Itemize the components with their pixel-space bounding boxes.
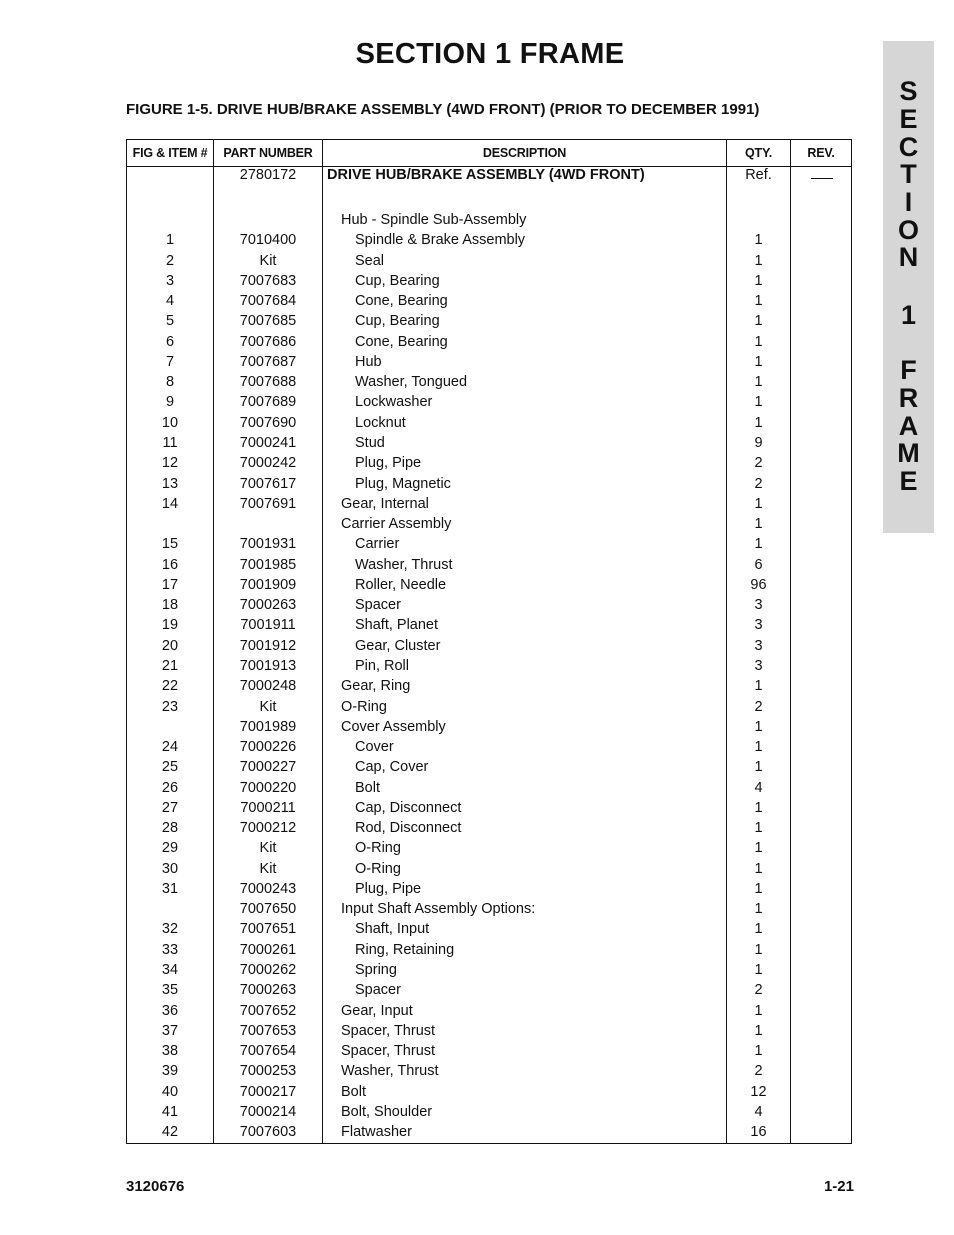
fig-item-cell: 8 [165,374,175,391]
description-cell: O-Ring [355,860,401,877]
table-row [127,980,851,1000]
header-qty: QTY. [745,146,772,160]
fig-item-cell: 17 [161,576,179,593]
qty-cell: 1 [754,333,763,350]
qty-cell: 1 [754,921,763,938]
fig-item-cell: 40 [161,1083,179,1100]
qty-cell: 2 [754,475,763,492]
description-cell: Hub - Spindle Sub-Assembly [341,212,527,228]
part-number-cell: 7000253 [239,1063,297,1080]
part-number-cell: 7000214 [239,1103,297,1120]
table-row [127,1041,851,1061]
table-row [127,838,851,858]
header-rev: REV. [807,146,835,160]
fig-item-cell: 20 [161,637,179,654]
qty-cell: 3 [754,617,763,634]
part-number-cell: 7007652 [239,1002,297,1019]
description-cell: Cup, Bearing [355,313,440,330]
fig-item-cell: 30 [161,860,179,877]
part-number-cell: 7007617 [239,475,297,492]
header-part-number: PART NUMBER [223,146,313,160]
qty-cell: 1 [754,1022,763,1039]
part-number-cell: 7000243 [239,880,297,897]
part-number-cell: 7007650 [239,901,297,918]
qty-cell: 1 [754,414,763,431]
table-row [127,271,851,291]
side-tab-letter: S [899,76,918,106]
qty-cell: 1 [754,1043,763,1060]
fig-item-cell: 29 [161,840,179,857]
part-number-cell: 7000263 [239,982,297,999]
qty-cell: 96 [750,576,767,593]
description-cell: Bolt, Shoulder [341,1103,433,1120]
description-cell: Lockwasher [355,394,433,411]
qty-cell: 1 [754,353,763,370]
fig-item-cell: 25 [161,759,179,776]
part-number-cell: 7000227 [239,759,297,776]
qty-cell: 4 [754,1103,763,1120]
table-row [127,778,851,798]
part-number-cell: 7007654 [239,1043,297,1060]
fig-item-cell: 1 [165,232,175,249]
fig-item-cell: 19 [161,617,179,634]
description-cell: Cover Assembly [341,718,446,735]
table-row [127,332,851,352]
fig-item-cell: 9 [165,394,175,411]
part-number-cell: 7007691 [239,495,297,512]
table-row [127,615,851,635]
table-row [127,291,851,311]
table-row [127,1102,851,1122]
table-row [127,697,851,717]
part-number-cell: 7001909 [239,576,297,593]
part-number-cell: 7007653 [239,1022,297,1039]
qty-cell: 3 [754,637,763,654]
description-cell: Seal [355,252,385,269]
table-row [127,453,851,473]
part-number-cell: 7007684 [239,293,297,310]
table-row [127,656,851,676]
description-cell: Cover [355,739,394,755]
description-cell: O-Ring [355,840,401,857]
part-number-cell: 7001911 [240,617,296,634]
qty-cell: 2 [754,1063,763,1080]
part-number-cell: 7007686 [239,333,297,350]
part-number-cell: 7007688 [239,374,297,391]
description-cell: Ring, Retaining [355,941,455,958]
table-row [127,1001,851,1021]
part-number-cell: 7001931 [239,536,297,553]
description-cell: Shaft, Planet [355,617,439,634]
qty-cell: Ref. [745,167,772,183]
fig-item-cell: 2 [165,252,175,269]
description-cell: Spacer, Thrust [341,1043,436,1060]
part-number-cell: 7000226 [239,739,297,755]
qty-cell: 3 [754,657,763,674]
fig-item-cell: 13 [161,475,179,492]
qty-cell: 2 [754,698,763,715]
header-fig-item: FIG & ITEM # [132,146,208,160]
part-number-cell: 7001985 [239,556,297,573]
fig-item-cell: 16 [161,556,179,573]
part-number-cell: 7000211 [240,799,296,816]
fig-item-cell: 28 [161,820,179,837]
description-cell: Gear, Input [341,1002,413,1019]
table-row [127,372,851,392]
qty-cell: 4 [754,779,763,796]
description-cell: Washer, Tongued [355,374,468,391]
part-number-cell: 7000217 [239,1083,297,1100]
qty-cell: 1 [754,293,763,310]
description-cell: Locknut [355,414,406,431]
side-tab-letter: A [898,411,919,441]
qty-cell: 1 [754,820,763,837]
qty-cell: 1 [754,739,763,755]
description-cell: Spindle & Brake Assembly [355,232,526,249]
description-cell: Bolt [355,779,380,796]
table-row [127,165,851,185]
side-tab-letter: N [898,242,919,272]
description-cell: Shaft, Input [355,921,430,938]
fig-item-cell: 21 [161,657,179,674]
fig-item-cell: 5 [165,313,175,330]
table-row [127,575,851,595]
fig-item-cell: 3 [165,272,175,289]
table-row [127,230,851,250]
part-number-cell: 7001913 [239,657,297,674]
fig-item-cell: 6 [165,333,175,350]
description-cell: Gear, Internal [341,495,429,512]
section-side-tab [883,41,934,533]
side-tab-letter: 1 [900,300,917,330]
description-cell: Carrier Assembly [341,516,452,533]
part-number-cell: 7001912 [239,637,297,654]
description-cell: DRIVE HUB/BRAKE ASSEMBLY (4WD FRONT) [327,167,645,183]
part-number-cell: Kit [259,840,277,857]
description-cell: Bolt [341,1083,366,1100]
part-number-cell: 7010400 [239,232,297,249]
qty-cell: 1 [754,962,763,978]
side-tab-letter: E [899,104,918,134]
part-number-cell: 7007687 [239,353,297,370]
table-row [127,352,851,372]
table-row [127,1082,851,1102]
table-row [127,798,851,818]
side-tab-letter: M [897,438,920,468]
page-number: 1-21 [823,1178,854,1195]
table-row [127,1061,851,1081]
qty-cell: 3 [754,597,763,614]
qty-cell: 1 [754,901,763,918]
fig-item-cell: 7 [165,353,175,370]
qty-cell: 2 [754,455,763,472]
fig-item-cell: 22 [161,678,179,695]
table-row [127,757,851,777]
table-row [127,636,851,656]
document-number: 3120676 [126,1178,185,1195]
fig-item-cell: 39 [161,1063,179,1080]
fig-item-cell: 15 [161,536,179,553]
part-number-cell: 7000242 [239,455,297,472]
table-row [127,311,851,331]
fig-item-cell: 34 [161,962,179,978]
fig-item-cell: 42 [161,1124,179,1141]
qty-cell: 1 [754,718,763,735]
description-cell: Spacer [355,982,401,999]
part-number-cell: 7007690 [239,414,297,431]
table-row [127,940,851,960]
table-row [127,433,851,453]
fig-item-cell: 23 [161,698,179,715]
qty-cell: 1 [754,759,763,776]
qty-cell: 1 [754,840,763,857]
fig-item-cell: 14 [161,495,179,512]
table-row [127,1021,851,1041]
fig-item-cell: 10 [161,414,179,431]
table-row [127,899,851,919]
description-cell: Cone, Bearing [355,333,448,350]
description-cell: O-Ring [341,698,387,715]
qty-cell: 1 [754,536,763,553]
description-cell: Plug, Pipe [355,455,422,472]
description-cell: Spacer [355,597,401,614]
description-cell: Spacer, Thrust [341,1022,436,1039]
description-cell: Carrier [355,536,400,553]
description-cell: Flatwasher [341,1124,412,1141]
side-tab-letter: T [900,159,917,189]
qty-cell: 9 [754,435,763,451]
description-cell: Washer, Thrust [355,556,453,573]
qty-cell: 1 [754,941,763,958]
description-cell: Cup, Bearing [355,272,440,289]
description-cell: Pin, Roll [355,657,409,674]
description-cell: Plug, Pipe [355,880,422,897]
qty-cell: 1 [754,313,763,330]
qty-cell: 1 [754,860,763,877]
description-cell: Gear, Cluster [355,637,441,654]
qty-cell: 1 [754,495,763,512]
fig-item-cell: 36 [161,1002,179,1019]
fig-item-cell: 35 [161,982,179,999]
fig-item-cell: 4 [165,293,175,310]
description-cell: Cap, Cover [355,759,429,776]
fig-item-cell: 12 [161,455,179,472]
description-cell: Gear, Ring [341,678,411,695]
table-row [127,251,851,271]
fig-item-cell: 38 [161,1043,179,1060]
part-number-cell: 7000263 [239,597,297,614]
description-cell: Cap, Disconnect [355,799,462,816]
side-tab-letter: R [898,383,919,413]
table-row [127,818,851,838]
table-row [127,960,851,980]
description-cell: Input Shaft Assembly Options: [341,901,536,918]
fig-item-cell: 31 [161,880,179,897]
table-row [127,494,851,514]
section-title: SECTION 1 FRAME [355,38,625,70]
table-row [127,919,851,939]
table-row [127,595,851,615]
table-row [127,413,851,433]
fig-item-cell: 33 [161,941,179,958]
part-number-cell: 2780172 [239,167,297,183]
parts-table [126,139,852,1144]
description-cell: Spring [355,962,397,978]
fig-item-cell: 26 [161,779,179,796]
part-number-cell: 7000241 [239,435,297,451]
description-cell: Roller, Needle [355,576,447,593]
side-tab-letter: F [900,355,917,385]
qty-cell: 2 [754,982,763,999]
qty-cell: 1 [754,232,763,249]
table-row [127,474,851,494]
part-number-cell: 7007651 [239,921,297,938]
qty-cell: 1 [754,880,763,897]
qty-cell: 1 [754,272,763,289]
fig-item-cell: 27 [161,799,179,816]
table-row [127,392,851,412]
qty-cell: 12 [750,1083,767,1100]
side-tab-letter: I [904,187,913,217]
description-cell: Hub [355,353,382,370]
fig-item-cell: 24 [161,739,179,755]
qty-cell: 1 [754,678,763,695]
part-number-cell: 7000220 [239,779,297,796]
qty-cell: 1 [754,799,763,816]
table-row [127,555,851,575]
part-number-cell: 7000261 [239,941,297,958]
figure-title: FIGURE 1-5. DRIVE HUB/BRAKE ASSEMBLY (4WD FRONT) (PRIOR TO DECEMBER 1991) [126,101,760,118]
header-description: DESCRIPTION [482,146,567,160]
side-tab-letter: O [897,215,919,245]
qty-cell: 1 [754,516,763,533]
table-row [127,210,851,230]
description-cell: Plug, Magnetic [355,475,451,492]
fig-item-cell: 32 [161,921,179,938]
side-tab-letter: E [899,466,918,496]
table-row [127,737,851,757]
description-cell: Washer, Thrust [341,1063,439,1080]
qty-cell: 6 [754,556,763,573]
side-tab-letter: C [898,132,919,162]
part-number-cell: 7001989 [239,718,297,735]
qty-cell: 1 [754,252,763,269]
description-cell: Cone, Bearing [355,293,448,310]
part-number-cell: 7000262 [239,962,297,978]
qty-cell: 1 [754,1002,763,1019]
qty-cell: 1 [754,374,763,391]
fig-item-cell: 11 [162,435,178,451]
part-number-cell: 7007685 [239,313,297,330]
qty-cell: 16 [750,1124,767,1141]
part-number-cell: 7000212 [239,820,297,837]
table-row [127,717,851,737]
table-row [127,534,851,554]
qty-cell: 1 [754,394,763,411]
part-number-cell: Kit [259,698,277,715]
part-number-cell: Kit [259,860,277,877]
part-number-cell: 7000248 [239,678,297,695]
table-row [127,514,851,534]
table-row [127,1122,851,1142]
fig-item-cell: 18 [161,597,179,614]
table-row [127,676,851,696]
part-number-cell: 7007683 [239,272,297,289]
part-number-cell: 7007603 [239,1124,297,1141]
fig-item-cell: 41 [161,1103,179,1120]
part-number-cell: 7007689 [239,394,297,411]
part-number-cell: Kit [259,252,277,269]
fig-item-cell: 37 [161,1022,179,1039]
table-row [127,879,851,899]
table-row [127,859,851,879]
description-cell: Stud [355,435,385,451]
description-cell: Rod, Disconnect [355,820,462,837]
